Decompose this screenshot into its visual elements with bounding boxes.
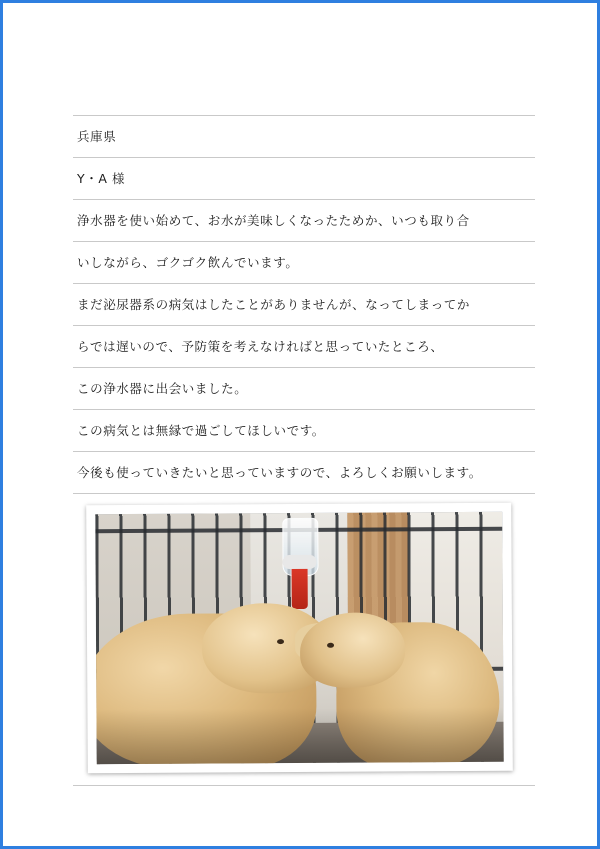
letter-lines — [73, 115, 535, 827]
photo-water-nozzle — [291, 563, 307, 609]
letter-line — [73, 157, 535, 199]
letter-line — [73, 199, 535, 241]
line-body-1: 浄水器を使い始めて、お水が美味しくなったためか、いつも取り合 — [77, 213, 470, 228]
letter-line — [73, 325, 535, 367]
letter-line — [73, 115, 535, 157]
letter-line — [73, 367, 535, 409]
letter-line — [73, 241, 535, 283]
letter-line — [73, 451, 535, 493]
letter-line — [73, 409, 535, 451]
photo-dog-right-eye — [327, 643, 334, 648]
line-body-6: この病気とは無縁で過ごしてほしいです。 — [77, 423, 325, 438]
photo-vignette — [96, 707, 503, 764]
letter-line — [73, 283, 535, 325]
letter-line-footer — [73, 785, 535, 827]
line-name: Y・A 様 — [77, 171, 126, 186]
line-body-5: この浄水器に出会いました。 — [77, 381, 248, 396]
photo-dog-left-eye — [277, 639, 284, 644]
line-body-3: まだ泌尿器系の病気はしたことがありませんが、なってしまってか — [77, 297, 471, 312]
letter-line-photo — [73, 493, 535, 535]
letter-sheet — [3, 3, 597, 846]
testimonial-photo — [95, 512, 504, 764]
testimonial-photo-frame — [86, 503, 513, 774]
line-body-2: いしながら、ゴクゴク飲んでいます。 — [77, 255, 299, 270]
photo-dog-right-head — [299, 612, 405, 688]
line-body-4: らでは遅いので、予防策を考えなければと思っていたところ、 — [77, 339, 444, 354]
line-prefecture: 兵庫県 — [77, 129, 117, 144]
line-body-7: 今後も使っていきたいと思っていますので、よろしくお願いします。 — [77, 465, 482, 480]
